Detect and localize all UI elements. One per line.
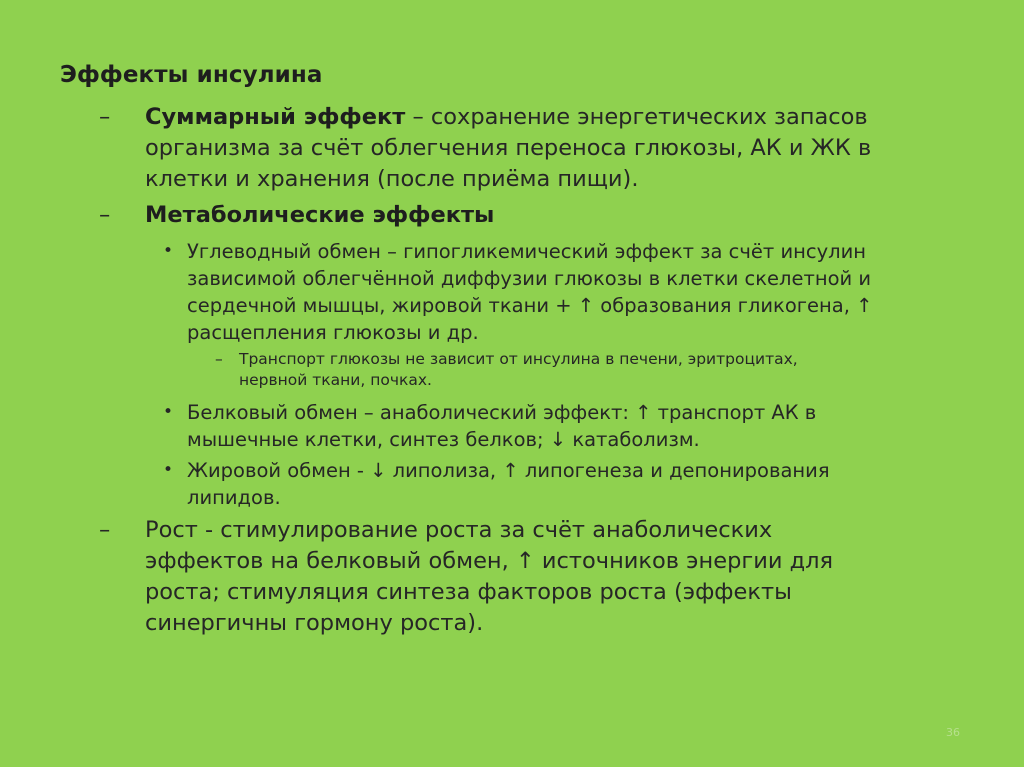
metabolic-effects-heading: Метаболические эффекты [145,202,495,228]
growth-line2: эффектов на белковый обмен, ↑ источников энергии для [145,548,834,574]
carb-line1: Углеводный обмен – гипогликемический эффект за счёт инсулин [187,240,867,263]
dash-marker: – [99,517,111,543]
carb-line3: сердечной мышцы, жировой ткани + ↑ образования гликогена, ↑ [187,294,873,317]
growth-item [99,515,945,639]
bullet-marker: • [163,241,174,261]
summary-effect-line2: организма за счёт облегчения переноса глюкозы, АК и ЖК в [145,135,872,161]
summary-effect-heading: Суммарный эффект [145,104,406,130]
dash-marker: – [99,104,111,130]
fat-line2: липидов. [187,486,281,509]
summary-effect-line3: клетки и хранения (после приёма пищи). [145,166,639,192]
growth-line4: синергичны гормону роста). [145,610,484,636]
growth-line3: роста; стимуляция синтеза факторов роста (эффекты [145,579,792,605]
summary-effect-item [99,102,945,195]
protein-line1: Белковый обмен – анаболический эффект: ↑ транспорт АК в [187,401,817,424]
dash-marker: – [99,202,111,228]
carb-metabolism-item [163,238,967,346]
protein-metabolism-item [163,399,967,453]
growth-line1: Рост - стимулирование роста за счёт анаболических [145,517,773,543]
glucose-transport-subitem [215,349,919,391]
glucose-transport-line2: нервной ткани, почках. [239,371,432,389]
dash-marker: – [215,350,223,368]
slide-title: Эффекты инсулина [60,62,323,88]
bullet-marker: • [163,460,174,480]
bullet-marker: • [163,402,174,422]
metabolic-effects-item [99,200,945,231]
fat-line1: Жировой обмен - ↓ липолиза, ↑ липогенеза и депонирования [187,459,830,482]
fat-metabolism-item [163,457,967,511]
carb-line2: зависимой облегчённой диффузии глюкозы в клетки скелетной и [187,267,872,290]
carb-line4: расщепления глюкозы и др. [187,321,479,344]
summary-effect-text: – сохранение энергетических запасов [405,104,868,130]
protein-line2: мышечные клетки, синтез белков; ↓ катаболизм. [187,428,700,451]
page-number: 36 [946,726,960,739]
glucose-transport-line1: Транспорт глюкозы не зависит от инсулина в печени, эритроцитах, [239,350,798,368]
summary-effect-line1 [145,102,945,133]
